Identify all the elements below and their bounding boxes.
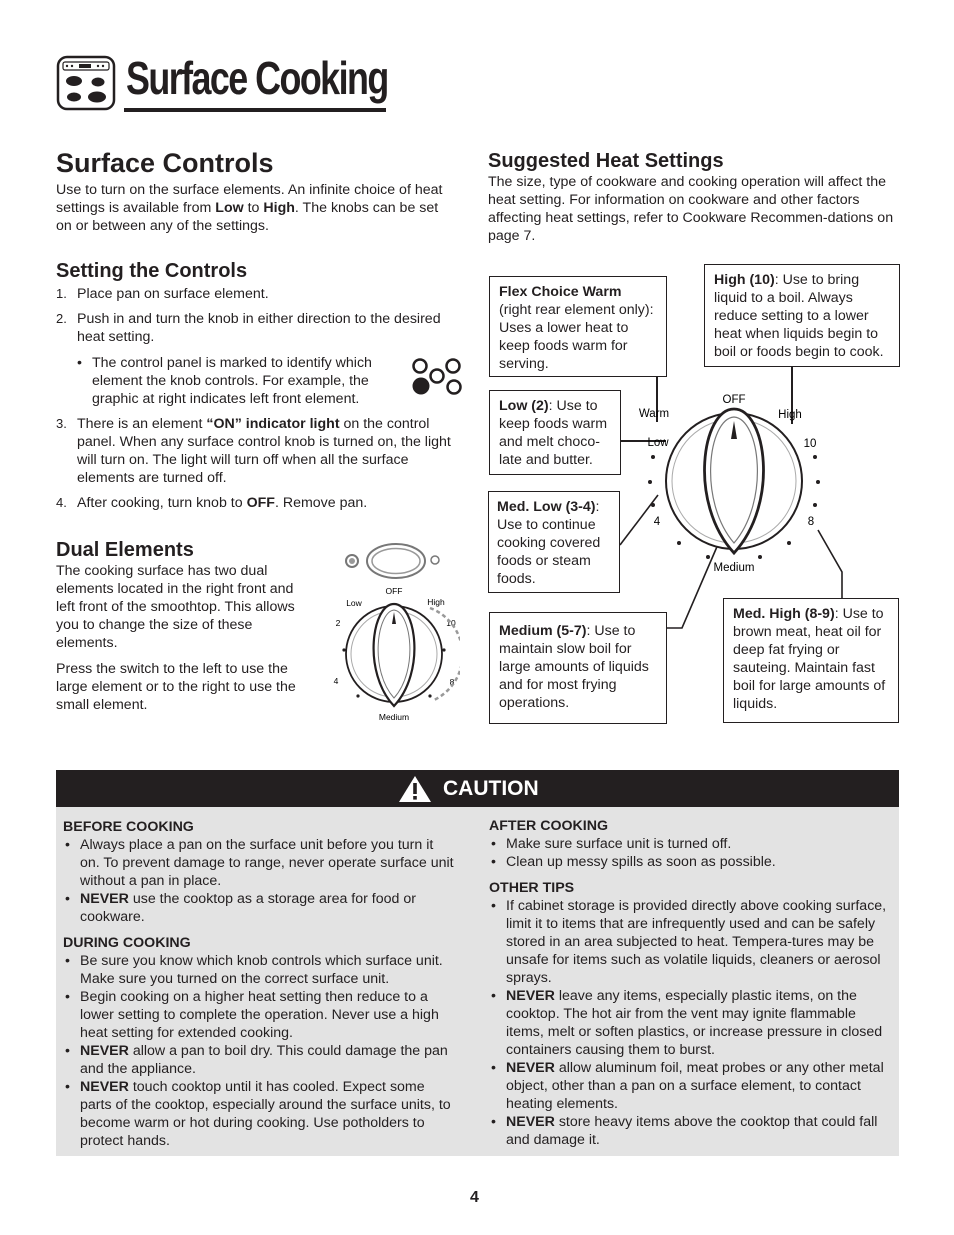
knob-label: Medium: [713, 562, 755, 574]
warning-icon: [398, 775, 432, 803]
section-heading: Surface Controls: [56, 148, 274, 178]
list-item: • Always place a pan on the surface unit before you turn it on. To prevent damage to range, never operate surface unit without a pan in place.: [63, 836, 455, 890]
knob-label: Low: [346, 598, 362, 608]
caution-title: CAUTION: [443, 777, 539, 800]
caution-subheading: DURING COOKING: [63, 935, 191, 951]
knob-label: 8: [449, 677, 455, 687]
list-item: • NEVER allow a pan to boil dry. This could damage the pan and the appliance.: [63, 1042, 455, 1078]
knob-label: 4: [333, 676, 339, 686]
list-item: • Clean up messy spills as soon as possible.: [489, 853, 894, 871]
step-item: 2. Push in and turn the knob in either direction to the desired heat setting. • The control panel is marked to identify which element the knob controls. For example, the graphic at right indicates left front element.: [56, 310, 466, 408]
step-item: 1. Place pan on surface element.: [56, 286, 269, 302]
cooktop-icon: [56, 55, 116, 111]
element-indicator-icon: [410, 356, 466, 398]
dual-elements-section: [56, 538, 314, 714]
suggested-heat-section: [488, 149, 896, 245]
caution-banner: [56, 770, 899, 807]
suggested-intro: The size, type of cookware and cooking operation will affect the heat setting. For information on cookware and other factors affecting heat settings, refer to Cookware Recommen-dations on page 7.: [488, 174, 894, 244]
step-item: 4. After cooking, turn knob to OFF. Remove pan.: [56, 495, 368, 511]
dual-elements-para: The cooking surface has two dual elements located in the right front and left front of the smoothtop. This allows you to change the size of these elements.: [56, 563, 295, 651]
list-item: • NEVER leave any items, especially plastic items, on the cooktop. The hot air from the vent may ignite flammable items, melt or soften plastics, or increase pressure in closed containers causing them to burst.: [489, 987, 894, 1059]
section-heading: Dual Elements: [56, 539, 194, 561]
med-low-setting-box: Med. Low (3-4): Use to continue cooking covered foods or steam foods.: [488, 491, 620, 593]
knob-label: Warm: [638, 408, 670, 420]
list-item: • Be sure you know which knob controls which surface unit. Make sure you turned on the correct surface unit.: [63, 952, 455, 988]
list-item: • If cabinet storage is provided directly above cooking surface, limit it to items that are infrequently used and can be safely stored in an area subjected to heat. Tempera-tures may be unsafe for items such as volatile liquids, cleaners or aerosol sprays.: [489, 897, 894, 987]
caution-subheading: OTHER TIPS: [489, 880, 575, 896]
med-high-setting-box: Med. High (8-9): Use to brown meat, heat oil for deep fat frying or sauteing. Maintain fast boil for large amounts of liquids.: [723, 598, 899, 723]
knob-label: 10: [446, 618, 456, 628]
knob-label: 10: [803, 438, 817, 450]
setting-controls-section: [56, 259, 466, 519]
low-setting-box: Low (2): Use to keep foods warm and melt choco-late and butter.: [489, 390, 621, 475]
medium-setting-box: Medium (5-7): Use to maintain slow boil for large amounts of liquids and for most frying operations.: [489, 612, 667, 724]
knob-label: 8: [807, 516, 815, 528]
knob-label: High: [778, 409, 802, 421]
dual-elements-para: Press the switch to the left to use the large element or to the right to use the small element.: [56, 661, 296, 713]
dual-element-knob-diagram: [330, 540, 460, 725]
caution-content: [56, 807, 899, 1156]
surface-controls-section: [56, 148, 456, 235]
list-item: • Make sure surface unit is turned off.: [489, 835, 894, 853]
flex-choice-warm-box: Flex Choice Warm (right rear element only): Uses a lower heat to keep foods warm for serving.: [489, 276, 667, 377]
knob-label: OFF: [385, 586, 403, 596]
knob-label: 2: [335, 618, 341, 628]
caution-subheading: AFTER COOKING: [489, 818, 609, 834]
list-item: • NEVER allow aluminum foil, meat probes or any other metal object, other than a pan on a surface element, to contact heating elements.: [489, 1059, 894, 1113]
title-underline: [124, 108, 386, 112]
step-item: 3. There is an element “ON” indicator light on the control panel. When any surface control knob is turned on, the light will turn on. The light will turn off when all the surface elements are turned off.: [56, 416, 451, 486]
caution-right-column: [489, 817, 894, 1149]
knob-label: High: [427, 597, 445, 607]
knob-label: Low: [647, 437, 669, 449]
section-heading: Setting the Controls: [56, 260, 248, 282]
heat-setting-knob-diagram: [634, 385, 830, 577]
step-bullet: • The control panel is marked to identify which element the knob controls. For example, the graphic at right indicates left front element.: [77, 354, 389, 408]
knob-label: OFF: [722, 394, 746, 406]
knob-label: 4: [653, 516, 661, 528]
list-item: • NEVER touch cooktop until it has cooled. Expect some parts of the cooktop, especially around the surface units, to become warm or hot during cooking. Use potholders to protect hands.: [63, 1078, 455, 1150]
knob-label: Medium: [378, 712, 410, 722]
caution-left-column: [63, 818, 455, 1150]
caution-subheading: BEFORE COOKING: [63, 819, 194, 835]
page-title: Surface Cooking: [126, 52, 388, 104]
list-item: • Begin cooking on a higher heat setting then reduce to a lower setting to complete the operation. Never use a high heat setting for extended cooking.: [63, 988, 455, 1042]
list-item: • NEVER store heavy items above the cooktop that could fall and damage it.: [489, 1113, 894, 1149]
page-number: 4: [470, 1189, 479, 1206]
surface-controls-intro: Use to turn on the surface elements. An infinite choice of heat settings is available from Low to High. The knobs can be set on or between any of the settings.: [56, 182, 443, 234]
section-heading: Suggested Heat Settings: [488, 150, 724, 172]
list-item: • NEVER use the cooktop as a storage area for food or cookware.: [63, 890, 455, 926]
high-setting-box: High (10): Use to bring liquid to a boil. Always reduce setting to a lower heat when liquids begin to boil or foods begin to cook.: [704, 264, 900, 367]
